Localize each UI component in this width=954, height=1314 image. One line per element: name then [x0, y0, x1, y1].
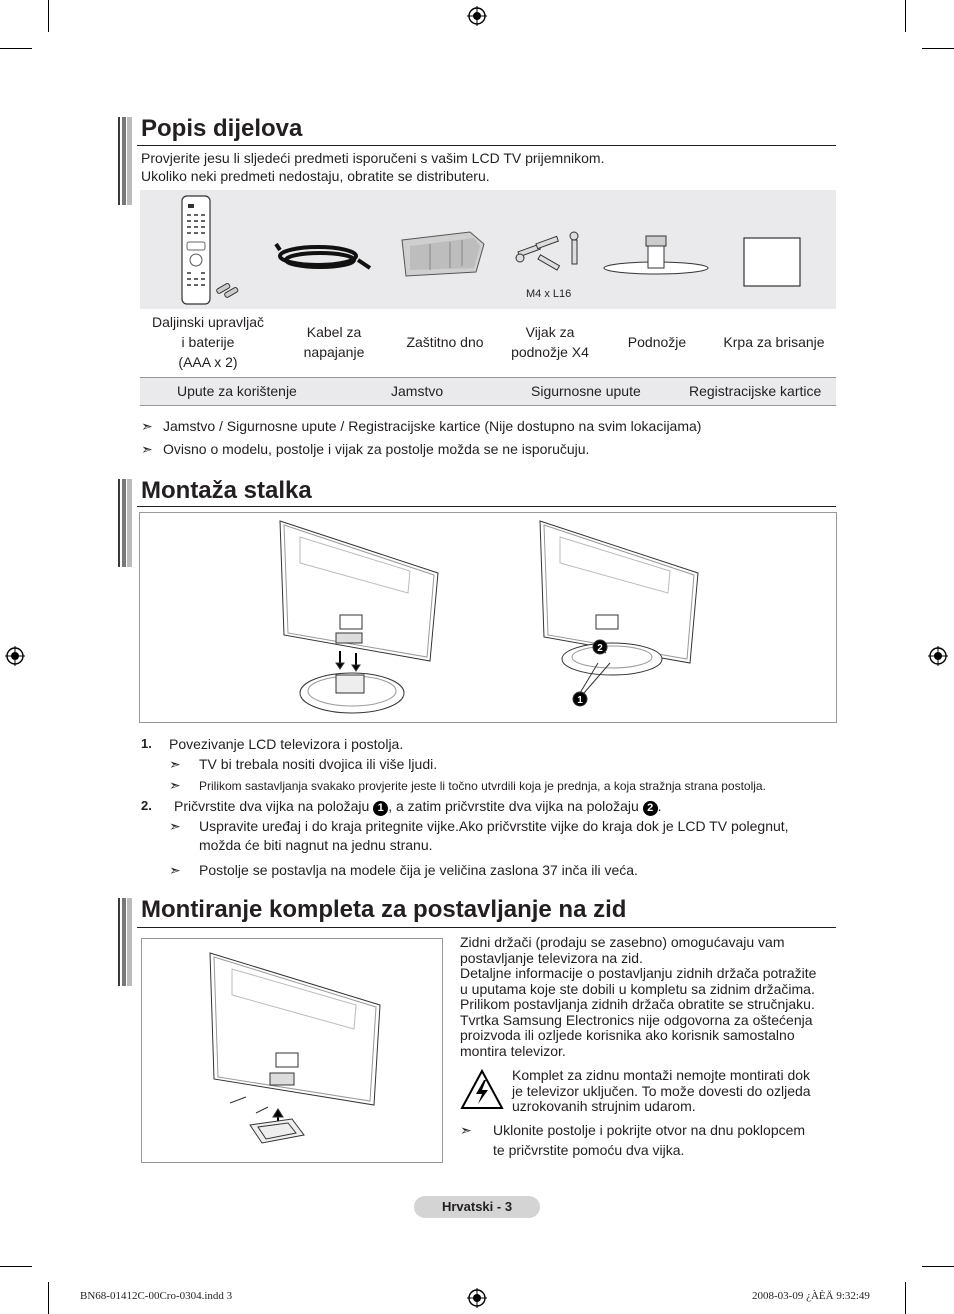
parts-intro-line2: Ukoliko neki predmeti nedostaju, obratite se distributeru. [141, 168, 490, 184]
part-label-line: (AAA x 2) [178, 354, 238, 370]
paragraph-line: Detaljne informacije o postavljanju zidnih držača potražite [460, 965, 817, 981]
part-label-protective-bottom [392, 332, 498, 352]
step-2-part: Pričvrstite dva vijka na položaju [174, 798, 374, 814]
part-label-cable [276, 322, 392, 362]
note-text: Jamstvo / Sigurnosne upute / Registracijske kartice (Nije dostupno na svim lokacijama) [163, 418, 702, 434]
note-text: Postolje se postavlja na modele čija je veličina zaslona 37 inča ili veća. [199, 862, 638, 878]
footer-timestamp: 2008-03-09 ¿ÀÈÄ 9:32:49 [752, 1290, 870, 1302]
arrow-note-icon: ➣ [169, 862, 181, 878]
documents-row [140, 377, 836, 406]
part-label-line: Krpa za brisanje [723, 334, 825, 350]
warning-line: uzrokovanih strujnim udarom. [512, 1098, 696, 1114]
step-2-text [174, 798, 662, 816]
part-label-line: Zaštitno dno [406, 334, 484, 350]
parts-intro-line1: Provjerite jesu li sljedeći predmeti isporučeni s vašim LCD TV prijemnikom. [141, 150, 605, 166]
parts-note-2 [141, 441, 589, 458]
warning-line: je televizor uključen. To može dovesti do ozljeda [512, 1082, 811, 1099]
page-number-badge: Hrvatski - 3 [414, 1196, 540, 1218]
registration-mark-icon [467, 6, 487, 26]
doc-item: Upute za korištenje [177, 383, 297, 399]
part-label-remote [140, 312, 276, 372]
section-title: Popis dijelova [141, 115, 303, 142]
section-bar [116, 479, 132, 567]
step-2-note-1 [169, 818, 789, 835]
crop-mark [0, 1266, 32, 1267]
section-bar [116, 898, 132, 986]
parts-illustrations [140, 190, 836, 309]
step-1-text: Povezivanje LCD televizora i postolja. [169, 736, 404, 752]
crop-mark [48, 0, 49, 32]
doc-item: Sigurnosne upute [531, 383, 641, 399]
cleaning-cloth-illustration [744, 238, 800, 286]
part-label-stand [602, 332, 712, 352]
section-title: Montaža stalka [141, 477, 312, 504]
paragraph-line: postavljanje televizora na zid. [460, 949, 643, 966]
registration-mark-icon [5, 646, 25, 666]
note-text: Uspravite uređaj i do kraja pritegnite vijke.Ako pričvrstite vijke do kraja dok je LCD TV polegnut, [199, 818, 789, 834]
power-cable-illustration [276, 244, 370, 268]
registration-mark-icon [467, 1288, 487, 1308]
title-rule [137, 927, 836, 928]
arrow-note-icon: ➣ [141, 418, 153, 434]
title-rule [137, 506, 836, 507]
parts-note-1 [141, 418, 701, 435]
step-2-note-1-cont: možda će biti nagnut na jednu stranu. [199, 837, 433, 853]
note-text: TV bi trebala nositi dvojica ili više ljudi. [199, 756, 438, 772]
part-label-line: i baterije [181, 334, 235, 350]
callout-2-badge: 2 [643, 801, 658, 816]
arrow-note-icon: ➣ [169, 777, 181, 793]
arrow-note-icon: ➣ [169, 756, 181, 772]
wall-mount-note-cont: te pričvrstite pomoću dva vijka. [493, 1142, 685, 1158]
paragraph-line: Tvrtka Samsung Electronics nije odgovorna za oštećenja [460, 1011, 813, 1028]
paragraph-line: proizvoda ili ozljede korisnika ako korisnik samostalno [460, 1027, 795, 1043]
screw-size-label: M4 x L16 [526, 288, 572, 300]
part-label-screws [498, 322, 602, 362]
wall-mount-note [460, 1122, 805, 1139]
paragraph-line: Zidni držači (prodaju se zasebno) omogućavaju vam [460, 934, 785, 950]
part-label-line: napajanje [303, 344, 365, 360]
warning-line: Komplet za zidnu montaži nemojte montirati dok [512, 1067, 811, 1083]
footer-file-info: BN68-01412C-00Cro-0304.indd 3 [80, 1290, 233, 1302]
stand-base-illustration [604, 236, 708, 274]
arrow-note-icon: ➣ [460, 1122, 472, 1138]
protective-bottom-illustration [402, 232, 484, 276]
step-1-note-1 [169, 756, 437, 773]
arrow-note-icon: ➣ [169, 818, 181, 834]
part-label-cloth [712, 332, 836, 352]
callout-1-badge: 1 [373, 801, 388, 816]
stand-assembly-illustration [140, 513, 836, 722]
callout-1-label: 1 [577, 695, 583, 706]
note-text: Uklonite postolje i pokrijte otvor na dnu poklopcem [493, 1122, 806, 1138]
wall-mount-illustration [142, 939, 442, 1162]
crop-mark [905, 1282, 906, 1314]
part-label-line: podnožje X4 [511, 344, 589, 360]
crop-mark [0, 48, 32, 49]
part-label-line: Kabel za [306, 324, 362, 340]
step-2-note-2 [169, 862, 638, 879]
crop-mark [48, 1282, 49, 1314]
wall-mount-paragraph [460, 935, 840, 1059]
wall-mount-illustration-box [141, 938, 443, 1163]
step-number: 1. [141, 736, 152, 751]
step-1-note-2 [169, 777, 766, 794]
crop-mark [905, 0, 906, 32]
section-title: Montiranje kompleta za postavljanje na zid [141, 896, 627, 923]
parts-illustration-strip [140, 190, 836, 309]
arrow-note-icon: ➣ [141, 441, 153, 457]
warning-electric-icon [460, 1068, 504, 1112]
paragraph-line: u uputama koje ste dobili u kompletu sa zidnim držačima. [460, 980, 815, 997]
step-number: 2. [141, 798, 152, 813]
part-label-line: Vijak za [525, 324, 575, 340]
title-rule [137, 145, 836, 146]
part-label-line: Daljinski upravljač [151, 314, 265, 330]
crop-mark [922, 48, 954, 49]
doc-item: Jamstvo [391, 383, 444, 399]
step-2-part: , a zatim pričvrstite dva vijka na položaju [388, 798, 643, 814]
crop-mark [922, 1266, 954, 1267]
paragraph-line: montira televizor. [460, 1042, 566, 1059]
callout-2-label: 2 [597, 643, 603, 654]
remote-control-illustration [182, 196, 239, 304]
doc-item: Registracijske kartice [689, 383, 822, 399]
section-bar [116, 117, 132, 205]
step-2-part: . [657, 798, 662, 814]
note-text: Ovisno o modelu, postolje i vijak za postolje možda se ne isporučuju. [163, 441, 590, 457]
registration-mark-icon [928, 646, 948, 666]
part-label-line: Podnožje [627, 334, 687, 350]
paragraph-line: Prilikom postavljanja zidnih držača obratite se stručnjaku. [460, 996, 815, 1012]
screws-illustration [516, 232, 578, 270]
wall-mount-warning [512, 1068, 842, 1115]
stand-illustration-box [139, 512, 837, 723]
note-text: Prilikom sastavljanja svakako provjerite jeste li točno utvrdili koja je prednja, a koja stražnja strana postolja. [199, 779, 766, 793]
